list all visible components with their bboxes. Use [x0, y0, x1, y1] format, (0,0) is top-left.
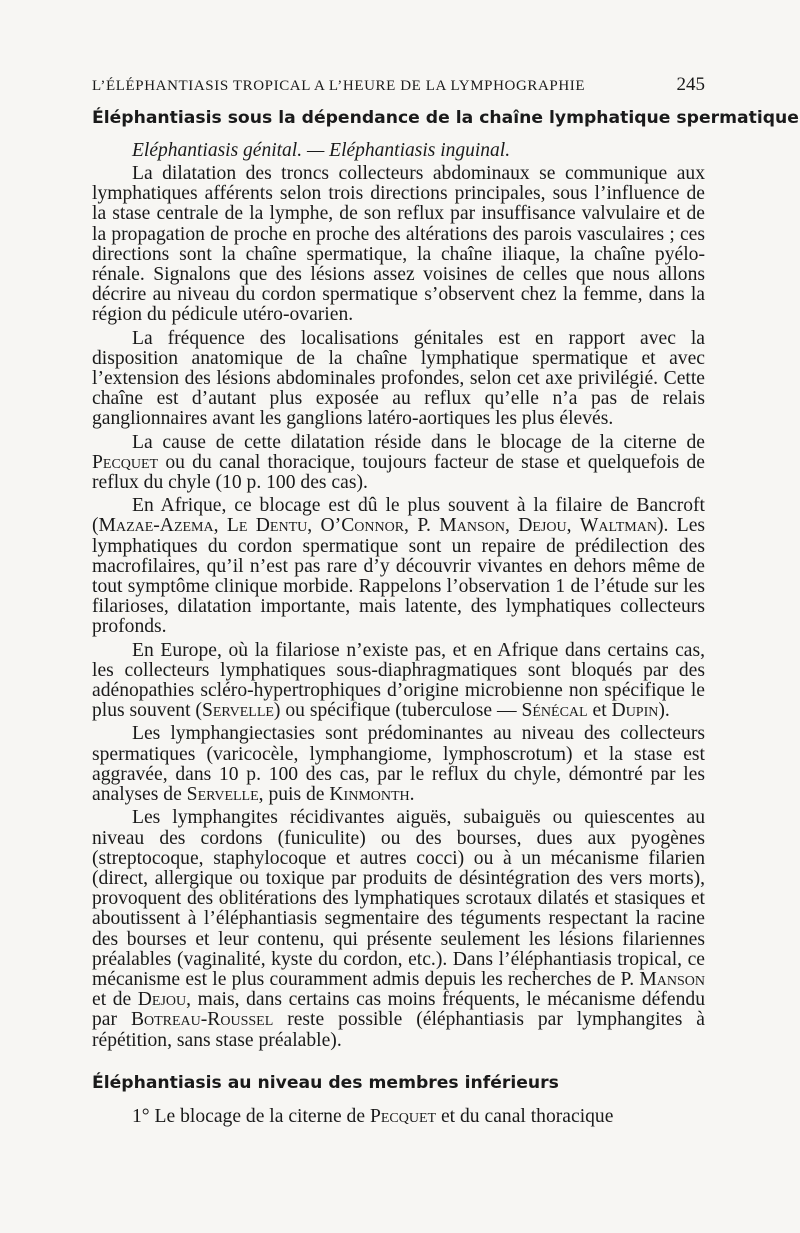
p7-text-a: Les lymphangites récidivantes aiguës, subaiguës ou quiescentes au niveau des cordons (funiculite) ou des bourses, dues aux pyogènes (streptocoque, staphylocoque et autres cocci) ou à un mécanisme filarien (direct, allergique ou toxique par produits de désintégration des vers morts), provoquent des oblitérations des lymphatiques scrotaux dilatés et stasiques et aboutissent à l’éléphantiasis segmentaire des téguments respectant la racine des bourses et leur contenu, qui présente seulement les lésions filariennes préalables (vaginalité, kyste du cordon, etc.). Dans l’éléphantiasis tropical, ce mécanisme est le plus couramment admis depuis les recherches de P.: [92, 807, 705, 990]
author-manson-2: Manson: [639, 968, 705, 990]
section-heading-lower-limbs: Éléphantiasis au niveau des membres inférieurs: [92, 1072, 559, 1093]
paragraph-5: [92, 641, 705, 722]
p4-text-a: En Afrique, ce blocage est dû le plus souvent à la filaire de Bancroft (: [92, 495, 705, 537]
p4-sep-1: ,: [213, 515, 227, 537]
author-pecquet: Pecquet: [92, 451, 159, 473]
author-oconnor: O’Connor: [320, 515, 405, 537]
p4-sep-2: ,: [307, 515, 321, 537]
p7-text-c: , mais, dans certains cas moins fréquents, le mécanisme défendu par: [92, 989, 705, 1031]
p6-text-c: .: [409, 784, 415, 806]
p5-text-a: En Europe, où la filariose n’existe pas, et en Afrique dans certains cas, les collecteurs lymphatiques sous-diaphragmatiques sont bloqués par des adénopathies scléro-hypertrophiques d’origine microbienne non spécifique le plus souvent (: [92, 639, 705, 722]
author-servelle-2: Servelle: [186, 784, 259, 806]
paragraph-6: [92, 724, 705, 805]
author-le-dentu: Le Dentu: [226, 515, 308, 537]
paragraph-4: [92, 496, 705, 637]
p6-text-a: Les lymphangiectasies sont prédominantes au niveau des collecteurs spermatiques (varicocèle, lymphangiome, lymphoscrotum) et la stase est aggravée, dans 10 p. 100 des cas, par le reflux du chyle, démontré par les analyses de: [92, 723, 705, 806]
p3-text-a: La cause de cette dilatation réside dans le blocage de la citerne de: [132, 431, 705, 453]
running-head: [92, 74, 705, 96]
page-number: 245: [676, 74, 705, 95]
author-dejou-2: Dejou: [137, 989, 187, 1011]
p7-text-b: et de: [92, 989, 138, 1011]
p6-text-b: , puis de: [258, 784, 330, 806]
author-mazae-azema: Mazae-Azema: [98, 515, 214, 537]
author-kinmonth: Kinmonth: [329, 784, 410, 806]
p4-sep-5: ,: [566, 515, 580, 537]
p5-text-c: et: [587, 700, 612, 722]
p3-text-b: ou du canal thoracique, toujours facteur de stase et quelquefois de reflux du chyle (10 p. 100 des cas).: [92, 451, 705, 494]
author-servelle: Servelle: [201, 700, 274, 722]
item-text-b: et du canal thoracique: [436, 1105, 614, 1127]
item-text-a: 1° Le blocage de la citerne de: [132, 1105, 370, 1127]
author-dejou: Dejou: [518, 515, 567, 537]
subsection-item-1: [92, 1107, 705, 1127]
author-waltman: Waltman: [579, 515, 657, 537]
author-botreau-roussel: Botreau-Roussel: [130, 1009, 274, 1031]
running-head-title: L’ÉLÉPHANTIASIS TROPICAL A L’HEURE DE LA LYMPHOGRAPHIE: [92, 78, 586, 94]
p5-text-b: ) ou spécifique (tuberculose —: [273, 700, 522, 722]
p4-text-b: ). Les lymphatiques du cordon spermatique sont un repaire de prédilection des macrofilaires, qu’il n’est pas rare d’y découvrir vivantes en dehors même de tout symptôme clinique morbide. Rappelons l’observation 1 de l’étude sur les filarioses, dilatation importante, mais latente, des lymphatiques collecteurs profonds.: [92, 515, 706, 638]
author-senecal: Sénécal: [521, 700, 588, 722]
p5-text-d: ).: [658, 700, 670, 722]
p4-sep-4: ,: [504, 515, 519, 537]
paragraph-1: La dilatation des troncs collecteurs abdominaux se communique aux lymphatiques afférents selon trois directions principales, sous l’influence de la stase centrale de la lymphe, de son reflux par insuffisance valvulaire et de la propagation de proche en proche des altérations des parois vasculaires ; ces directions sont la chaîne spermatique, la chaîne iliaque, la chaîne pyélo-rénale. Signalons que des lésions assez voisines de celles que nous allons décrire au niveau du cordon spermatique s’observent chez la femme, dans la région du pédicule utéro-ovarien.: [92, 163, 705, 326]
paragraph-3: [92, 433, 705, 494]
paragraph-2: La fréquence des localisations génitales est en rapport avec la disposition anatomique de la chaîne lymphatique spermatique et avec l’extension des lésions abdominales profondes, selon cet axe privilégié. Cette chaîne est d’autant plus exposée au reflux qu’elle n’a pas de relais ganglionnaires avant les ganglions latéro-aortiques les plus élevés.: [92, 327, 705, 430]
p4-initial-p: P.: [417, 515, 440, 537]
paragraph-7: [92, 808, 705, 1050]
page-body: [92, 106, 799, 1127]
section-subheading: Eléphantiasis génital. — Eléphantiasis inguinal.: [132, 140, 511, 161]
p7-text-d: reste possible (éléphantiasis par lymphangites à répétition, sans stase préalable).: [92, 1009, 705, 1051]
section-heading-spermatic: Éléphantiasis sous la dépendance de la chaîne lymphatique spermatique: [92, 108, 799, 128]
author-pecquet-2: Pecquet: [369, 1105, 437, 1127]
p4-sep-3: ,: [404, 515, 418, 537]
author-manson: Manson: [439, 515, 505, 537]
author-dupin: Dupin: [611, 700, 659, 722]
